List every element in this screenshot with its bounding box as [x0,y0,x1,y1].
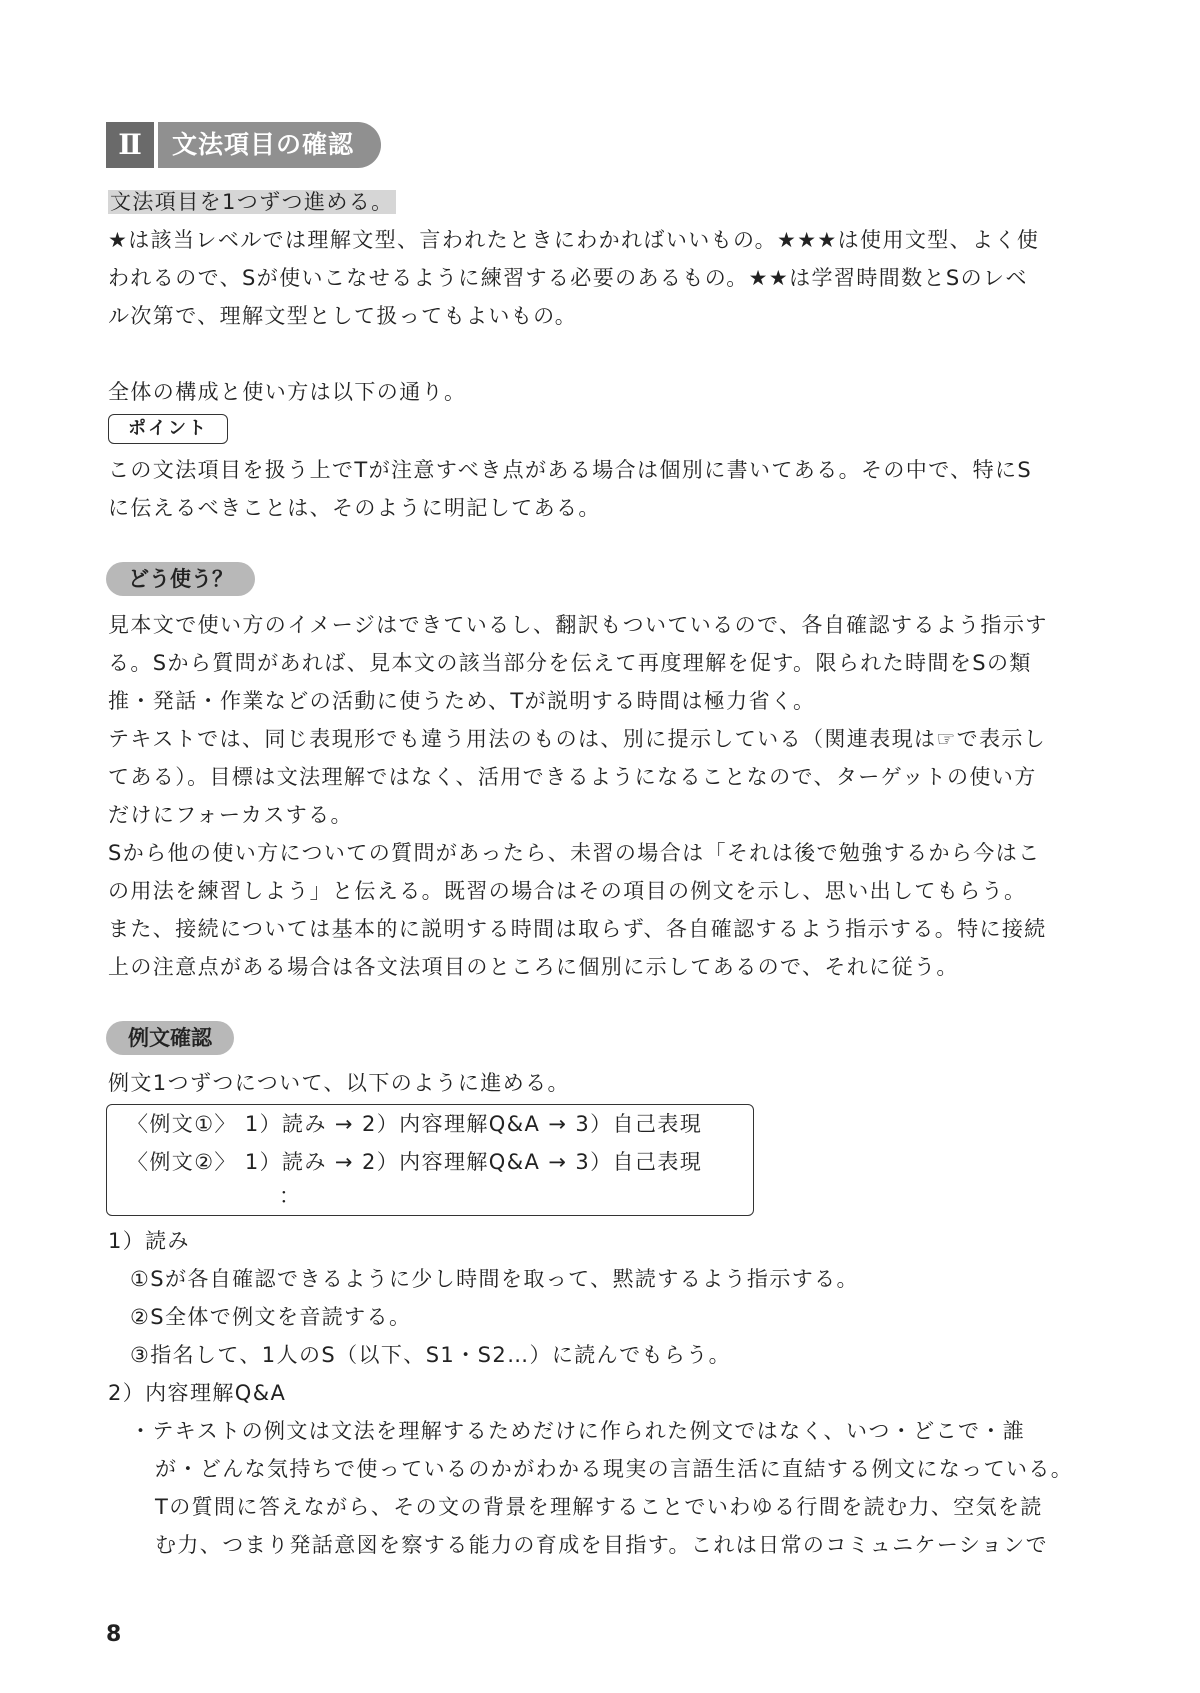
reibun-flow-box [106,1104,754,1216]
intro-highlight-line [108,187,396,217]
usage-line: 上の注意点がある場合は各文法項目のところに個別に示してあるので、それに従う。 [108,955,959,979]
usage-line: だけにフォーカスする。 [108,803,353,827]
section-title: 文法項目の確認 [158,122,381,168]
reibun-flow-row: 〈例文①〉 1）読み → 2）内容理解Q&A → 3）自己表現 [127,1112,703,1136]
usage-line: てある）。目標は文法理解ではなく、活用できるようになることなので、ターゲットの使い方 [108,765,1037,789]
section-heading [106,122,381,168]
point-line: に伝えるべきことは、そのように明記してある。 [108,496,601,520]
step2-line: む力、つまり発話意図を察する能力の育成を目指す。これは日常のコミュニケーションで [155,1533,1049,1557]
point-line: この文法項目を扱う上でTが注意すべき点がある場合は個別に書いてある。その中で、特にS [108,458,1033,482]
usage-line: の用法を練習しよう」と伝える。既習の場合はその項目の例文を示し、思い出してもらう。 [108,879,1027,903]
usage-line: Sから他の使い方についての質問があったら、未習の場合は「それは後で勉強するから今はこ [108,841,1041,865]
step2-line: Tの質問に答えながら、その文の背景を理解することでいわゆる行間を読む力、空気を読 [155,1495,1043,1519]
page-number: 8 [106,1622,122,1647]
usage-line: る。Sから質問があれば、見本文の該当部分を伝えて再度理解を促す。限られた時間をSの類 [108,651,1032,675]
intro-highlight: 文法項目を1つずつ進める。 [110,190,394,214]
reibun-flow-ellipsis: ： [279,1184,302,1208]
usage-line: 推・発話・作業などの活動に使うため、Tが説明する時間は極力省く。 [108,689,816,713]
point-label: ポイント [108,414,228,444]
intro-line: われるので、Sが使いこなせるように練習する必要のあるもの。★★は学習時間数とSのレベ [108,266,1028,290]
usage-label: どう使う？ [106,562,255,596]
step2-title: 2）内容理解Q&A [108,1381,287,1405]
usage-line: 見本文で使い方のイメージはできているし、翻訳もついているので、各自確認するよう指示す [108,613,1048,637]
step1-title: 1）読み [108,1229,190,1253]
reibun-intro: 例文1つずつについて、以下のように進める。 [108,1071,570,1095]
usage-line: テキストでは、同じ表現形でも違う用法のものは、別に提示している（関連表現は☞で表示し [108,727,1047,751]
section-number: Ⅱ [106,122,154,168]
step1-item: ③指名して、1人のS（以下、S1・S2…）に読んでもらう。 [130,1343,732,1367]
usage-line: また、接続については基本的に説明する時間は取らず、各自確認するよう指示する。特に接続 [108,917,1047,941]
intro-line: ル次第で、理解文型として扱ってもよいもの。 [108,304,578,328]
reibun-label: 例文確認 [106,1021,234,1055]
step1-item: ②S全体で例文を音読する。 [130,1305,412,1329]
step2-line: が・どんな気持ちで使っているのかがわかる現実の言語生活に直結する例文になっている。 [155,1457,1074,1481]
reibun-flow-row: 〈例文②〉 1）読み → 2）内容理解Q&A → 3）自己表現 [127,1150,703,1174]
step2-line: ・テキストの例文は文法を理解するためだけに作られた例文ではなく、いつ・どこで・誰 [130,1419,1026,1443]
intro-line: ★は該当レベルでは理解文型、言われたときにわかればいいもの。★★★は使用文型、よく使 [108,228,1040,252]
step1-item: ①Sが各自確認できるように少し時間を取って、黙読するよう指示する。 [130,1267,859,1291]
structure-line: 全体の構成と使い方は以下の通り。 [108,380,467,404]
